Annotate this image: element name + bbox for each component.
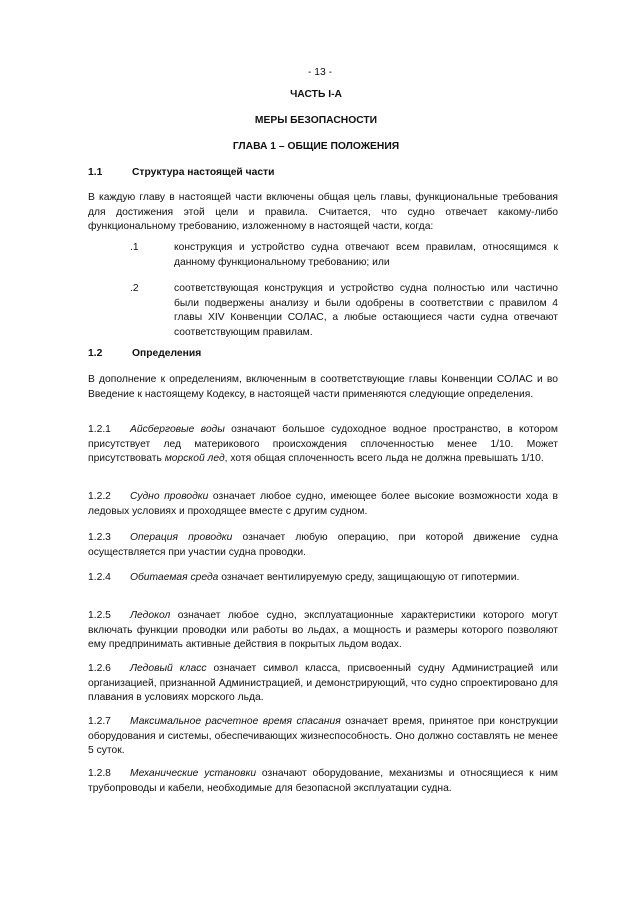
definition-text: означает время, принятое при конструкции оборудования и системы, обеспечивающих жизнеспособность. Оно должно составлять не менее 5 суток. <box>88 716 558 757</box>
definition-text: означает вентилируемую среду, защищающую от гипотермии. <box>218 572 520 583</box>
section-1-2-intro: В дополнение к определениям, включенным в соответствующие главы Конвенции СОЛАС и во Введение к настоящему Кодексу, в настоящей части применяются следующие определения. <box>88 374 558 400</box>
list-item <box>88 241 558 270</box>
definition-term: морской лед <box>164 453 225 465</box>
part-title: ЧАСТЬ I-A <box>290 89 342 100</box>
definition-1-2-7 <box>88 715 558 759</box>
definition-text: означают большое судоходное водное пространство, в котором присутствует лед материкового происхождения сплоченностью менее 1/10. Может присутствовать <box>88 424 558 465</box>
definition-text: означает символ класса, присвоенный судну Администрацией или организацией, признанной Администрацией, и демонстрирующий, что судно спроектировано для плавания в условиях морского льда. <box>88 663 558 704</box>
definition-number: 1.2.6 <box>88 663 111 674</box>
section-number: 1.1 <box>88 167 103 178</box>
section-1-1-heading <box>88 166 558 181</box>
chapter-title: ГЛАВА 1 – ОБЩИЕ ПОЛОЖЕНИЯ <box>232 141 400 152</box>
definition-number: 1.2.4 <box>88 572 111 583</box>
definition-1-2-3 <box>88 531 558 560</box>
definition-term: Айсберговые воды <box>130 424 225 435</box>
definition-number: 1.2.8 <box>88 768 111 779</box>
definition-number: 1.2.2 <box>88 491 111 502</box>
definition-text: означает любую операцию, при которой движение судна осуществляется при участии судна проводки. <box>88 532 558 558</box>
definition-text: означает любое судно, эксплуатационные характеристики которого могут включать функции проводки или работы во льдах, а мощность и размеры которого позволяют ему предпринимать активные действия в покрытых льдом водах. <box>88 610 558 651</box>
definition-number: 1.2.3 <box>88 532 111 543</box>
definition-term: Судно проводки <box>130 491 209 502</box>
list-item-text: конструкция и устройство судна отвечают всем правилам, относящимся к данному функциональному требованию; или <box>174 242 558 268</box>
list-item <box>88 282 558 340</box>
definition-number: 1.2.7 <box>88 716 111 727</box>
definition-term: Максимальное расчетное время спасания <box>130 716 341 727</box>
definition-term: Операция проводки <box>130 532 233 543</box>
definition-1-2-1 <box>88 423 558 467</box>
list-item-text: соответствующая конструкция и устройство судна полностью или частично были подвержены анализу и были одобрены в соответствии с правилом 4 главы XIV Конвенции СОЛАС, а любые остающиеся части судна отвечают соответствующим правилам. <box>174 283 558 338</box>
definition-number: 1.2.1 <box>88 424 111 435</box>
definition-1-2-8 <box>88 767 558 796</box>
section-1-1-intro: В каждую главу в настоящей части включены общая цель главы, функциональные требования для достижения этой цели и правила. Считается, что судно отвечает какому-либо функциональному требованию, изложенному в настоящей части, когда: <box>88 192 558 233</box>
section-1-2-heading <box>88 347 558 362</box>
definition-term: Механические установки <box>130 768 257 779</box>
definition-text: означают оборудование, механизмы и относящиеся к ним трубопроводы и кабели, необходимые для безопасной эксплуатации судна. <box>88 768 558 794</box>
section-title: Определения <box>132 348 202 359</box>
definition-1-2-2 <box>88 490 558 519</box>
definition-term: Обитаемая среда <box>130 572 219 583</box>
definition-term: Ледовый класс <box>130 663 207 674</box>
page-number: - 13 - <box>307 67 333 78</box>
section-number: 1.2 <box>88 348 103 359</box>
definition-text: , хотя общая сплоченность всего льда не должна превышать 1/10. <box>224 453 544 465</box>
section-title: Структура настоящей части <box>132 167 275 178</box>
measures-title: МЕРЫ БЕЗОПАСНОСТИ <box>254 115 378 126</box>
definition-1-2-6 <box>88 662 558 706</box>
list-item-label: .1 <box>130 242 139 253</box>
list-item-label: .2 <box>130 283 139 294</box>
definition-text: означает любое судно, имеющее более высокие возможности хода в ледовых условиях и проходящее вместе с другим судном. <box>88 491 558 517</box>
definition-1-2-5 <box>88 609 558 653</box>
definition-number: 1.2.5 <box>88 610 111 621</box>
definition-term: Ледокол <box>130 610 171 621</box>
definition-1-2-4 <box>88 571 558 586</box>
